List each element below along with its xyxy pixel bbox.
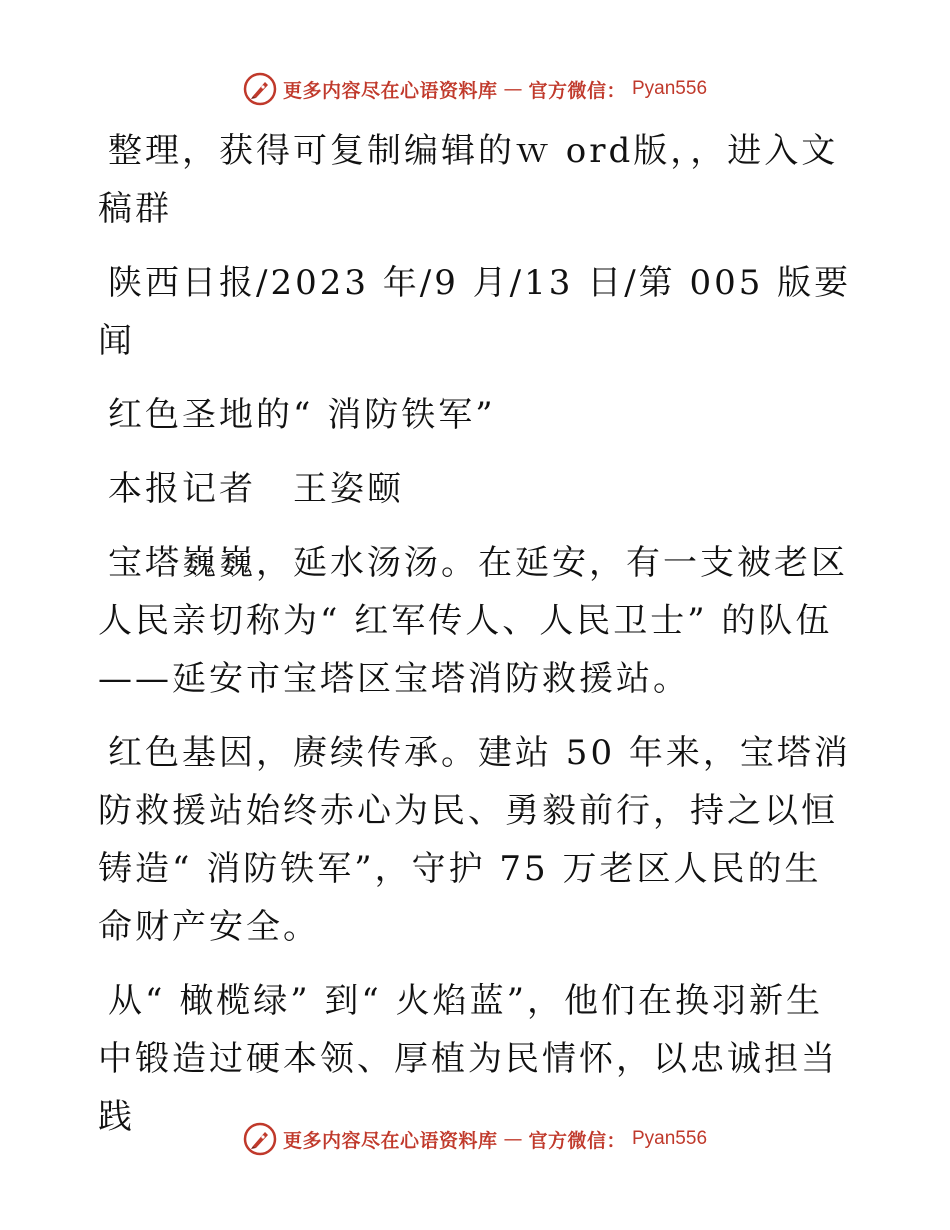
article-byline: 本报记者 王姿颐 [108,469,404,509]
watermark-official-label: 官方微信： [528,79,626,102]
watermark-official-label: 官方微信： [528,1129,626,1152]
watermark-separator: — [503,1128,523,1150]
paragraph-body-2: 红色基因，赓续传承。建站 50 年来，宝塔消防救援站始终赤心为民、勇毅前行，持之以恒铸造“ 消防铁军”，守护 75 万老区人民的生命财产安全。 [98,733,851,947]
paragraph-source: 陕西日报/2023 年/9 月/13 日/第 005 版要闻 [98,263,852,361]
watermark-text: 更多内容尽在心语资料库 [282,79,498,102]
paragraph-intro: 整理，获得可复制编辑的ｗ ord版，，进入文稿群 [98,131,839,229]
paragraph-body-1: 宝塔巍巍，延水汤汤。在延安，有一支被老区人民亲切称为“ 红军传人、人民卫士” 的队伍——延安市宝塔区宝塔消防救援站。 [98,543,848,699]
pen-nib-logo-icon [243,72,277,106]
footer-watermark [0,1122,950,1156]
watermark-wechat-id: Pyan556 [632,78,708,99]
watermark-text: 更多内容尽在心语资料库 [282,1129,498,1152]
watermark-wechat-id: Pyan556 [632,1128,708,1149]
paragraph-body-3: 从“ 橄榄绿” 到“ 火焰蓝”，他们在换羽新生中锻造过硬本领、厚植为民情怀，以忠诚担当践 [98,981,838,1137]
watermark-separator: — [503,78,523,100]
article-title: 红色圣地的“ 消防铁军” [108,395,496,435]
header-watermark [0,72,950,106]
pen-nib-logo-icon [243,1122,277,1156]
document-body [98,122,858,1162]
